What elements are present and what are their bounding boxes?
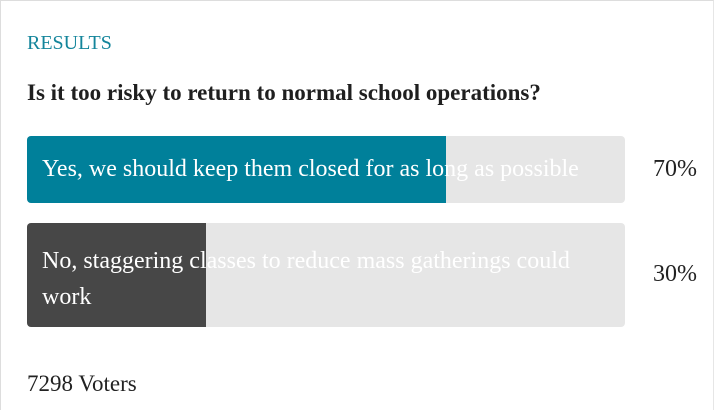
- voter-count: [27, 371, 137, 397]
- results-heading: RESULTS: [27, 32, 112, 54]
- poll-option-yes-label: Yes, we should keep them closed for as long as possible: [42, 156, 579, 182]
- poll-option-yes[interactable]: [27, 136, 625, 203]
- poll-option-no-label: No, staggering classes to reduce mass gatherings could work: [42, 248, 570, 310]
- poll-question: Is it too risky to return to normal school operations?: [27, 80, 541, 105]
- voter-count-label: Voters: [78, 371, 137, 396]
- poll-option-no-percent: 30%: [653, 261, 697, 287]
- poll-option-no[interactable]: [27, 223, 625, 327]
- voter-count-number: 7298: [27, 371, 73, 396]
- poll-option-yes-percent: 70%: [653, 156, 697, 182]
